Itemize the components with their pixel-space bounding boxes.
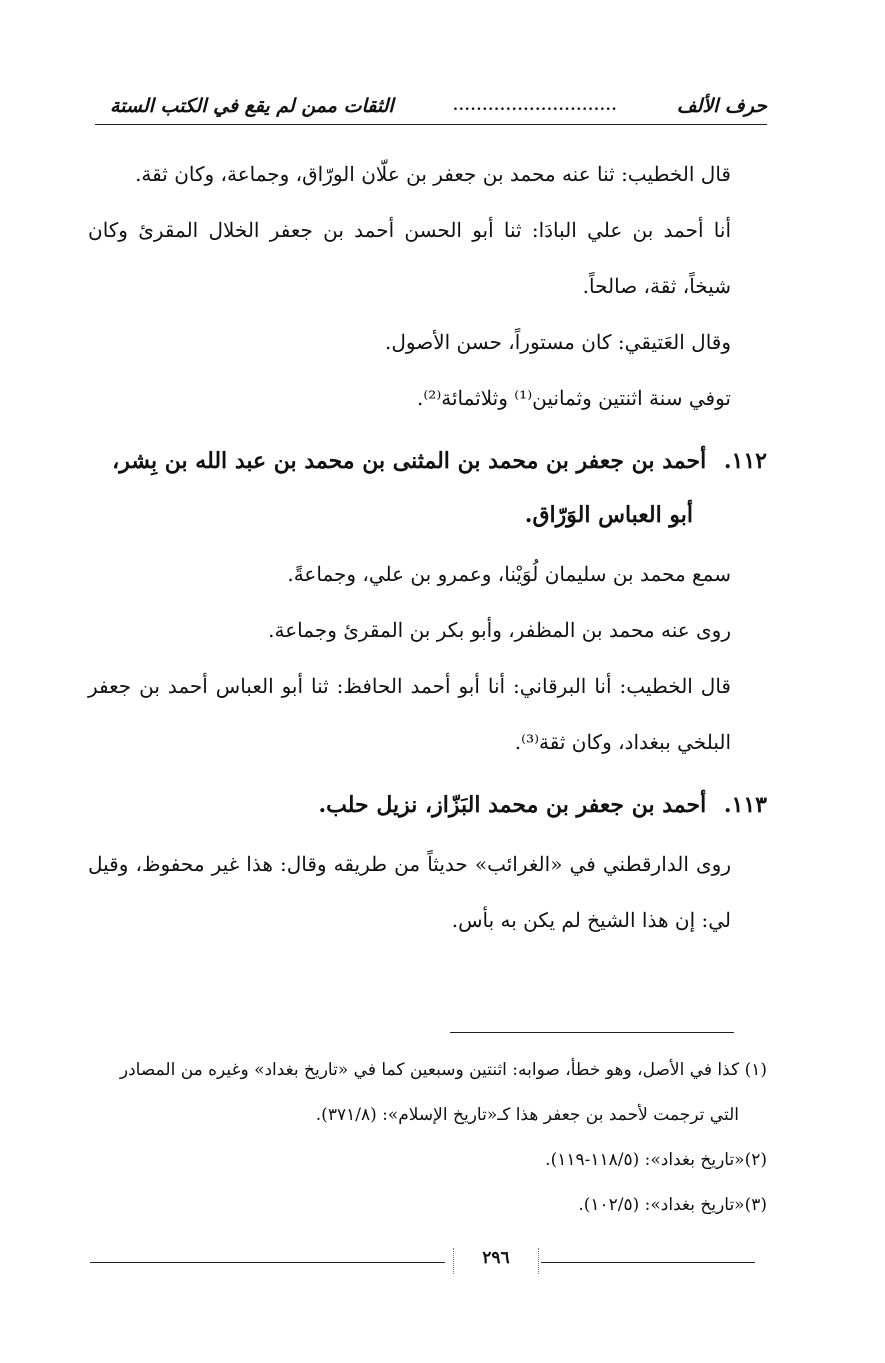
footer-rule-left [90, 1262, 445, 1263]
footnote-3: (٣)«تاريخ بغداد»: (١٠٢/٥). [578, 1195, 767, 1215]
paragraph: روى الدارقطني في «الغرائب» حديثاً من طريقه وقال: هذا غير محفوظ، وقيل لي: إن هذا الشيخ لم يكن به بأس. [88, 852, 731, 932]
header-chapter: حرف الألف [676, 95, 767, 117]
footnote-separator [450, 1032, 734, 1033]
footnote-text: التي ترجمت لأحمد بن جعفر هذا كـ«تاريخ الإسلام»: (٣٧١/٨). [315, 1105, 739, 1125]
entry-name: أحمد بن جعفر بن محمد بن المثنى بن محمد بن عبد الله بن بِشر، [112, 448, 707, 474]
paragraph: توفي سنة اثنتين وثمانين⁽¹⁾ وثلاثمائة⁽²⁾. [417, 386, 731, 410]
footnote-1-continued [68, 1093, 767, 1138]
entry-name: أحمد بن جعفر بن محمد البَزّاز، نزيل حلب. [318, 792, 707, 818]
footnote-text: كذا في الأصل، وهو خطأ، صوابه: اثنتين وسبعين كما في «تاريخ بغداد» وغيره من المصادر [119, 1060, 740, 1080]
running-header [110, 90, 767, 122]
main-text [88, 146, 767, 948]
paragraph: أنا أحمد بن علي البادَا: ثنا أبو الحسن أحمد بن جعفر الخلال المقرئ وكان شيخاً، ثقة، صالحاً. [88, 218, 731, 298]
entry-heading-112 [88, 434, 767, 542]
header-dots: ............................ [453, 98, 618, 114]
page-number: ٢٩٦ [453, 1248, 539, 1274]
footnotes [68, 1048, 767, 1228]
page-footer [75, 1246, 755, 1276]
header-book-title: الثقات ممن لم يقع في الكتب الستة [110, 95, 394, 117]
entry-name-continued: أبو العباس الوَرّاق. [524, 502, 693, 528]
footnote-marker: (١) [744, 1060, 767, 1080]
header-rule [95, 124, 767, 125]
entry-number: ١١٢. [723, 448, 767, 474]
paragraph: قال الخطيب: ثنا عنه محمد بن جعفر بن علّان الورّاق، وجماعة، وكان ثقة. [135, 162, 731, 186]
entry-number: ١١٣. [723, 792, 767, 818]
paragraph: روى عنه محمد بن المظفر، وأبو بكر بن المقرئ وجماعة. [268, 618, 731, 642]
paragraph: وقال العَتيقي: كان مستوراً، حسن الأصول. [384, 330, 731, 354]
paragraph: سمع محمد بن سليمان لُوَيْنا، وعمرو بن علي، وجماعةً. [287, 562, 731, 586]
footer-rule-right [541, 1262, 755, 1263]
footnote-2: (٢)«تاريخ بغداد»: (١١٨/٥-١١٩). [545, 1150, 767, 1170]
footnote-1 [68, 1048, 767, 1093]
entry-heading-113 [88, 778, 767, 832]
paragraph: قال الخطيب: أنا البرقاني: أنا أبو أحمد الحافظ: ثنا أبو العباس أحمد بن جعفر البلخي ببغداد، وكان ثقة⁽³⁾. [88, 674, 731, 754]
